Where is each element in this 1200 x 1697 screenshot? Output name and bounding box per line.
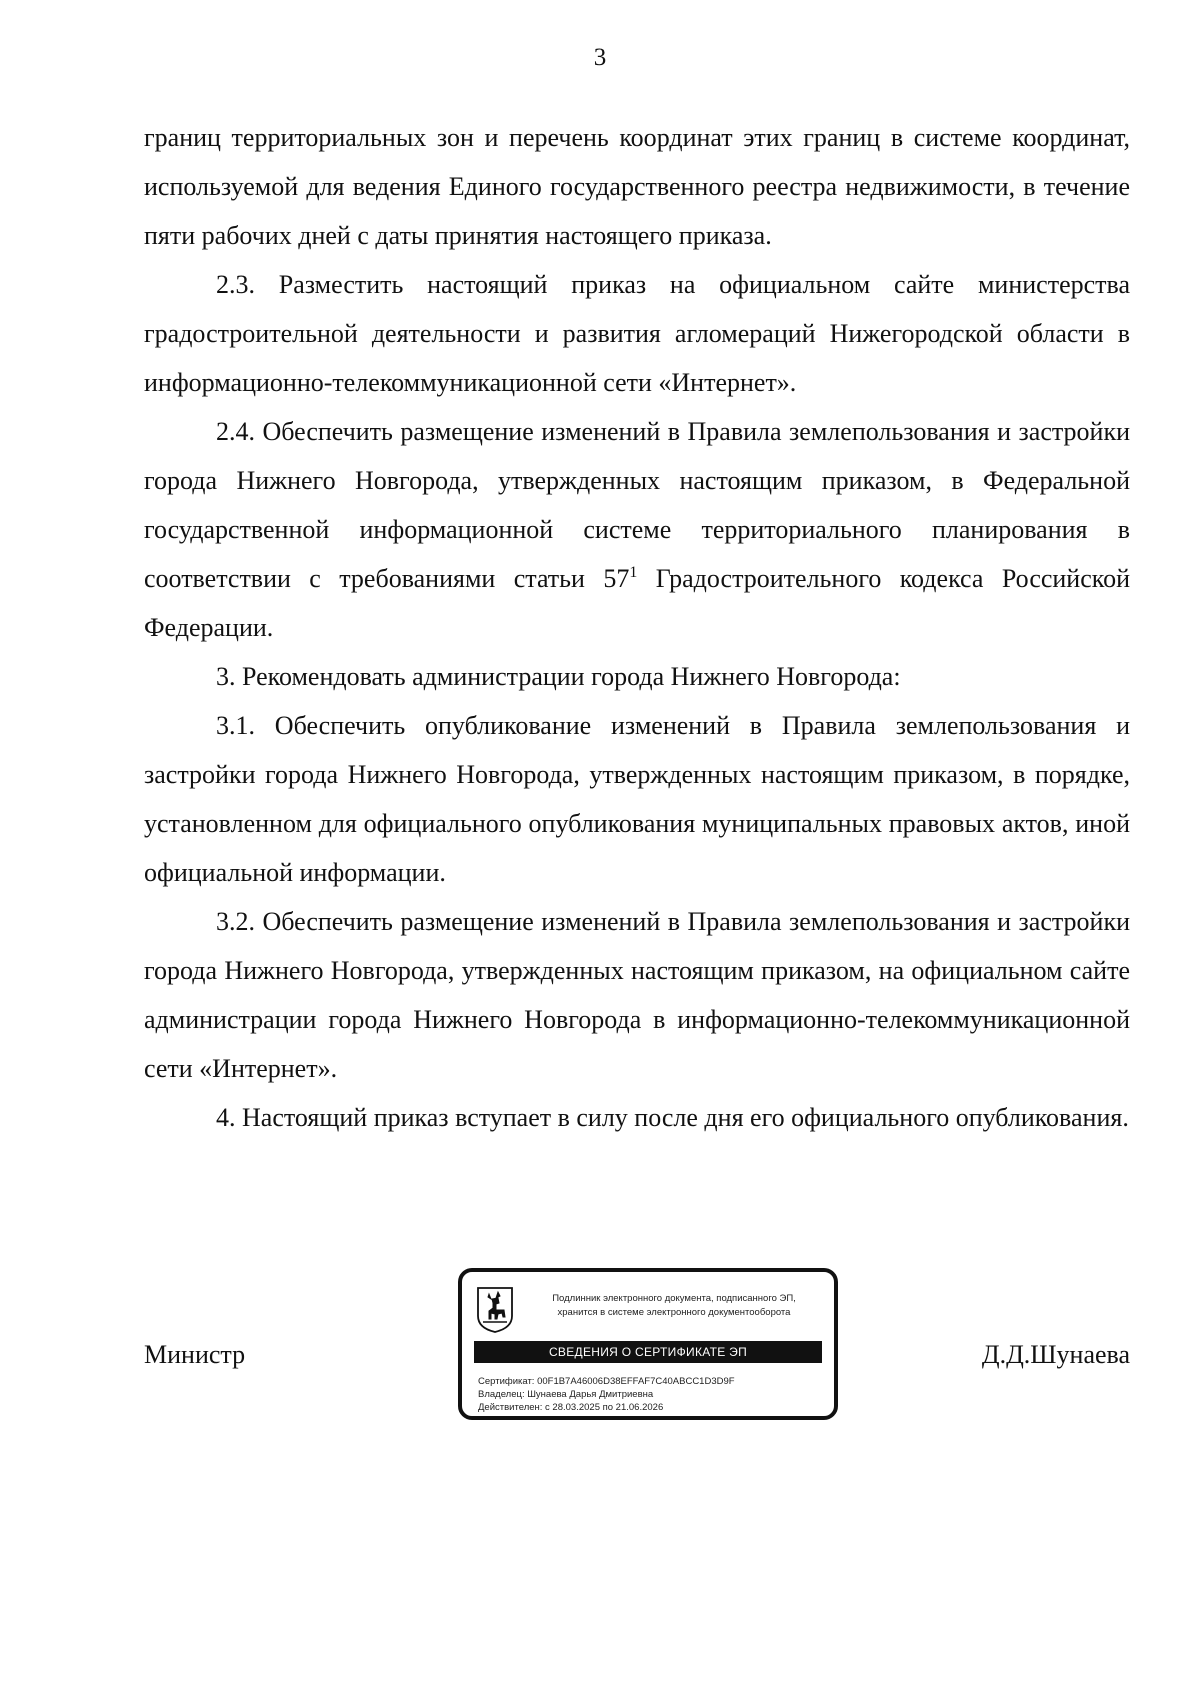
paragraph-3: 3. Рекомендовать администрации города Нижнего Новгорода: — [216, 662, 901, 691]
paragraph-4: 4. Настоящий приказ вступает в силу после дня его официального опубликования. — [216, 1103, 1129, 1132]
article-superscript: 1 — [629, 564, 638, 581]
paragraph-2-4-text-after: Градостроительного кодекса Российской Федерации. — [144, 564, 1130, 642]
paragraph-3-2: 3.2. Обеспечить размещение изменений в Правила землепользования и застройки города Нижнего Новгорода, утвержденных настоящим приказом, на официальном сайте администрации города Нижнего Новгорода в информационно-телекоммуникационной сети «Интернет». — [144, 907, 1130, 1083]
document-body — [144, 113, 1130, 1142]
certificate-number: Сертификат: 00F1B7A46006D38EFFAF7C40ABCC1D3D9F — [478, 1376, 735, 1387]
paragraph-3-1: 3.1. Обеспечить опубликование изменений в Правила землепользования и застройки города Нижнего Новгорода, утвержденных настоящим приказом, в порядке, установленном для официального опубликования муниципальных правовых актов, иной официальной информации. — [144, 711, 1130, 887]
signer-title: Министр — [144, 1340, 246, 1369]
stamp-details — [478, 1375, 735, 1414]
stamp-banner: СВЕДЕНИЯ О СЕРТИФИКАТЕ ЭП — [474, 1341, 822, 1363]
paragraph-2-4 — [144, 407, 1130, 652]
paragraph-2-4-text: 2.4. Обеспечить размещение изменений в Правила землепользования и застройки города Нижнего Новгорода, утвержденных настоящим приказом, в Федеральной государственной информационной системе территориального планирования в соответствии с требованиями статьи 57 — [144, 417, 1130, 593]
electronic-signature-stamp — [458, 1268, 838, 1420]
stamp-header-line-1: Подлинник электронного документа, подписанного ЭП, — [552, 1293, 796, 1304]
stamp-header — [524, 1292, 824, 1320]
signer-name: Д.Д.Шунаева — [981, 1340, 1130, 1369]
paragraph-2-3: 2.3. Разместить настоящий приказ на официальном сайте министерства градостроительной деятельности и развития агломераций Нижегородской области в информационно-телекоммуникационной сети «Интернет». — [144, 270, 1130, 397]
paragraph-continuation: границ территориальных зон и перечень координат этих границ в системе координат, используемой для ведения Единого государственного реестра недвижимости, в течение пяти рабочих дней с даты принятия настоящего приказа. — [144, 123, 1130, 250]
page-number: 3 — [593, 44, 607, 71]
stamp-header-line-2: хранится в системе электронного документооборота — [557, 1307, 791, 1318]
certificate-owner: Владелец: Шунаева Дарья Дмитриевна — [478, 1389, 654, 1400]
certificate-validity: Действителен: с 28.03.2025 по 21.06.2026 — [478, 1402, 664, 1413]
deer-coat-of-arms-icon — [476, 1286, 514, 1334]
